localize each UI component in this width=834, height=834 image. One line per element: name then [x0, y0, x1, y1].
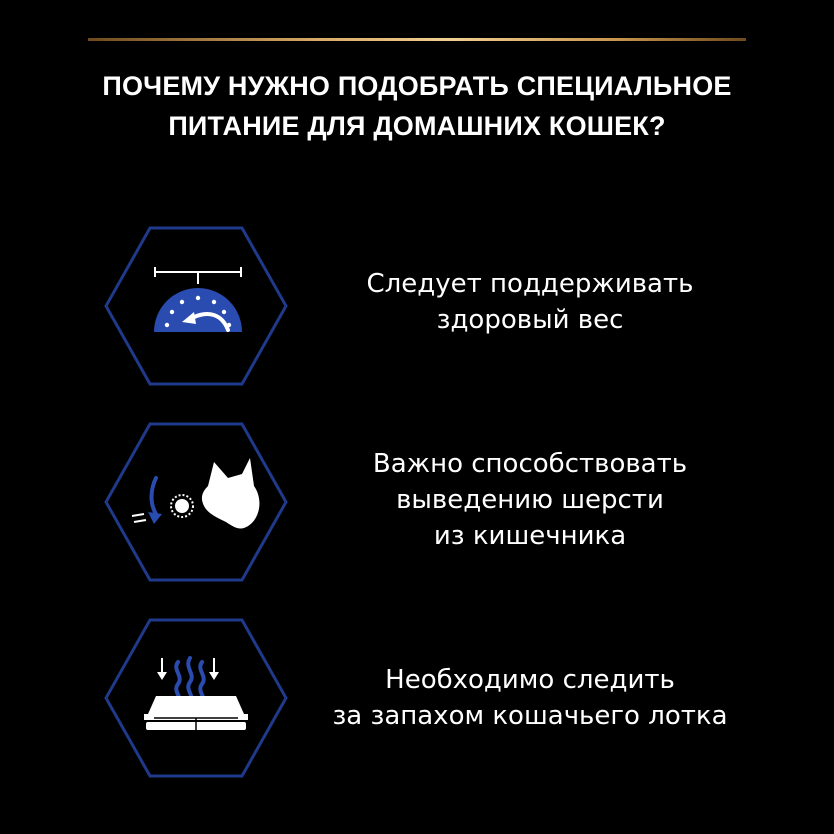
- benefit-line: за запахом кошачьего лотка: [332, 701, 728, 731]
- benefit-text-hairball: [300, 446, 760, 554]
- gold-divider: [88, 38, 746, 41]
- benefit-line: здоровый вес: [436, 305, 624, 335]
- benefit-item-hairball: [0, 422, 834, 592]
- cat-hairball-icon: [104, 422, 288, 582]
- page-title-line2: ПИТАНИЕ ДЛЯ ДОМАШНИХ КОШЕК?: [168, 111, 666, 141]
- benefit-text-weight: [300, 266, 760, 338]
- benefit-line: из кишечника: [433, 521, 627, 551]
- benefit-item-weight: [0, 226, 834, 396]
- page-title-line1: ПОЧЕМУ НУЖНО ПОДОБРАТЬ СПЕЦИАЛЬНОЕ: [102, 71, 732, 101]
- benefit-line: Необходимо следить: [385, 665, 675, 695]
- weight-scale-icon: [104, 226, 288, 386]
- litter-box-odor-icon: [104, 618, 288, 778]
- benefit-text-litter: [300, 662, 760, 734]
- page-title: [40, 66, 794, 146]
- benefit-line: Важно способствовать: [372, 449, 688, 479]
- benefit-line: выведению шерсти: [396, 485, 664, 515]
- benefit-item-litter: [0, 618, 834, 788]
- benefit-line: Следует поддерживать: [366, 269, 694, 299]
